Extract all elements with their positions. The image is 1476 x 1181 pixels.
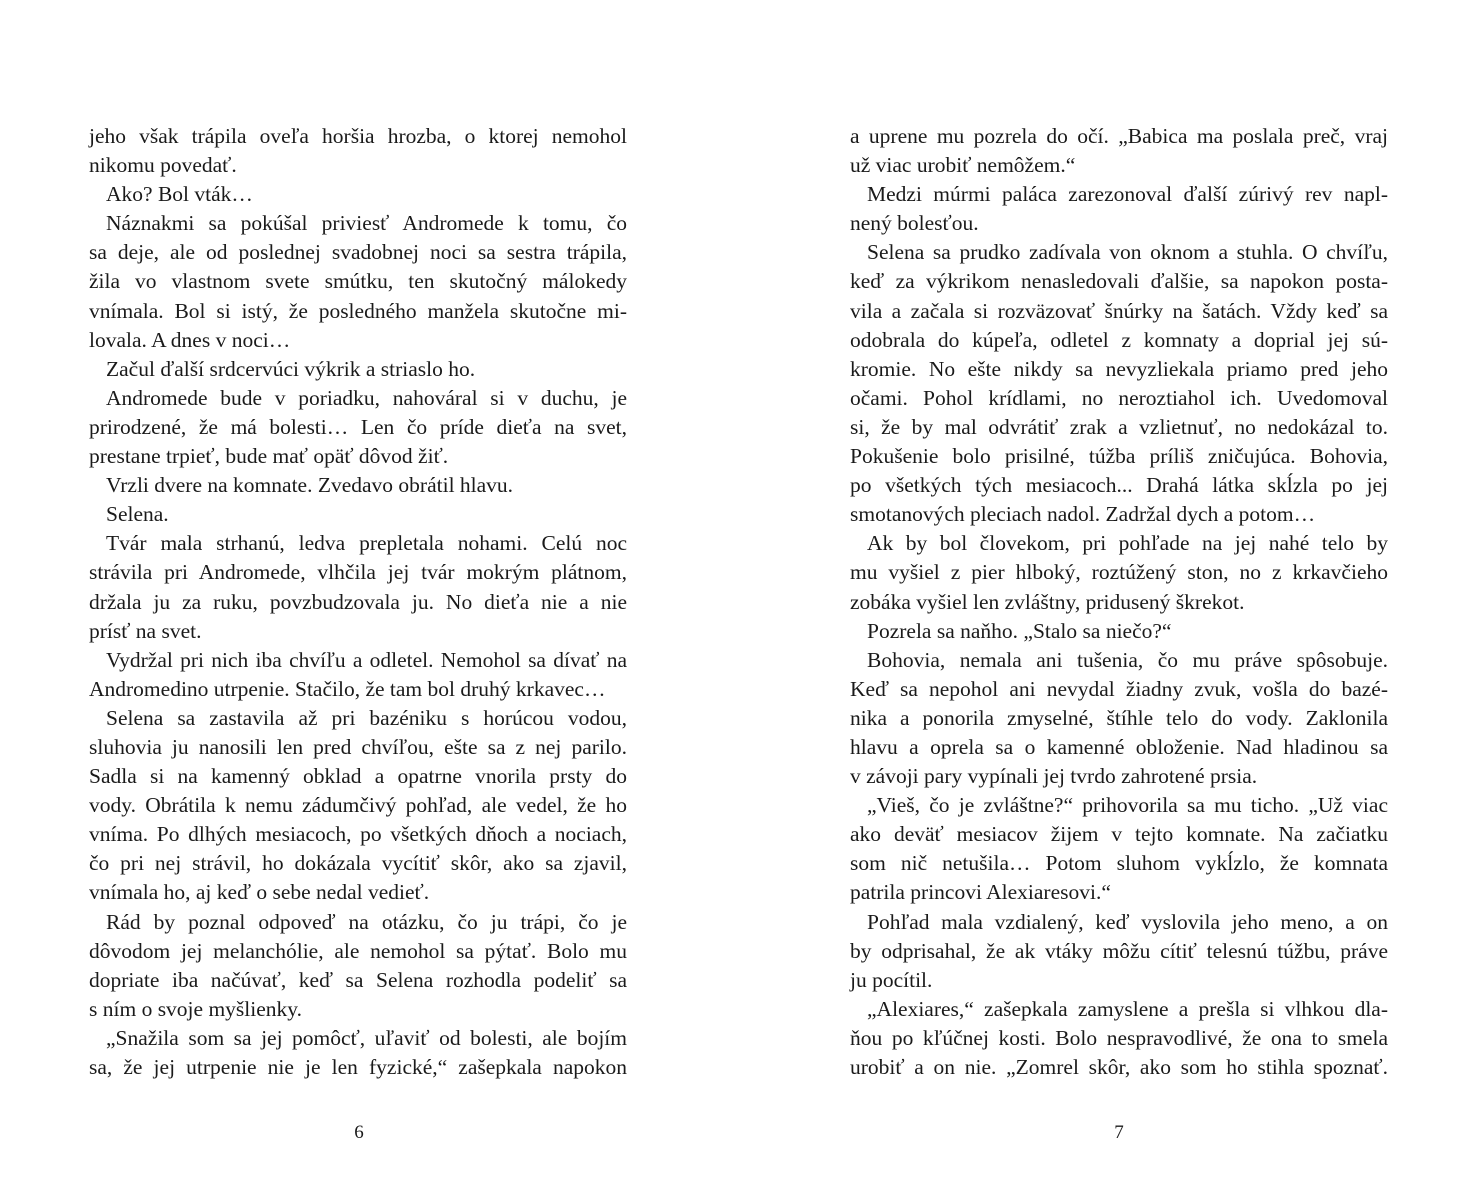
text-line: kromie. No ešte nikdy sa nevyzliekala priamo pred jeho	[850, 356, 1388, 381]
text-line: čo pri nej strávil, ho dokázala vycítiť skôr, ako sa zjavil,	[89, 851, 627, 876]
right-page-number: 7	[1114, 1122, 1124, 1143]
text-line: a uprene mu pozrela do očí. „Babica ma poslala preč, vraj	[850, 124, 1388, 148]
text-line: vila a začala si rozväzovať šnúrky na šatách. Vždy keď sa	[850, 298, 1388, 323]
text-line: by odprisahal, že ak vtáky môžu cítiť telesnú túžbu, práve	[850, 938, 1388, 963]
text-line: Rád by poznal odpoveď na otázku, čo ju trápi, čo je	[106, 909, 627, 934]
text-line: nikomu povedať.	[89, 153, 237, 178]
text-line: mu vyšiel z pier hlboký, roztúžený ston, no z krkavčieho	[850, 560, 1388, 585]
text-line: prestane trpieť, bude mať opäť dôvod žiť.	[89, 444, 449, 469]
text-line: „Alexiares,“ zašepkala zamyslene a prešla si vlhkou dla-	[867, 996, 1388, 1021]
text-line: Bohovia, nemala ani tušenia, čo mu práve spôsobuje.	[867, 647, 1388, 672]
text-line: si, že by mal odvrátiť zrak a vzlietnuť, no nedokázal to.	[850, 414, 1388, 439]
text-line: vníma. Po dlhých mesiacoch, po všetkých dňoch a nociach,	[89, 822, 627, 847]
text-line: lovala. A dnes v noci…	[89, 327, 291, 352]
text-line: Selena sa prudko zadívala von oknom a stuhla. O chvíľu,	[867, 240, 1388, 265]
text-line: dôvodom jej melanchólie, ale nemohol sa pýtať. Bolo mu	[89, 938, 627, 963]
text-line: vnímala ho, aj keď o sebe nedal vedieť.	[89, 880, 430, 905]
text-line: Sadla si na kamenný obklad a opatrne vnorila prsty do	[89, 764, 627, 789]
text-line: ako deväť mesiacov žijem v tejto komnate. Na začiatku	[850, 822, 1388, 847]
text-line: Selena sa zastavila až pri bazéniku s horúcou vodou,	[106, 705, 627, 730]
text-line: odobrala do kúpeľa, odletel z komnaty a doprial jej sú-	[850, 327, 1388, 352]
text-line: žila vo vlastnom svete smútku, ten skutočný málokedy	[89, 269, 627, 294]
text-line: držala ju za ruku, povzbudzovala ju. No dieťa nie a nie	[89, 589, 627, 614]
text-line: smotanových pleciach nadol. Zadržal dych a potom…	[850, 502, 1316, 527]
text-line: patrila princovi Alexiaresovi.“	[850, 880, 1111, 905]
text-line: Andromedino utrpenie. Stačilo, že tam bol druhý krkavec…	[89, 676, 606, 701]
text-line: urobiť a on nie. „Zomrel skôr, ako som ho stihla spoznať.	[850, 1055, 1388, 1079]
text-line: „Vieš, čo je zvláštne?“ prihovorila sa mu ticho. „Už viac	[867, 793, 1388, 818]
text-line: Keď sa nepohol ani nevydal žiadny zvuk, vošla do bazé-	[850, 676, 1388, 701]
text-line: v závoji pary vypínali jej tvrdo zahrotené prsia.	[850, 764, 1258, 789]
text-line: sluhovia ju nanosili len pred chvíľou, ešte sa z nej parilo.	[89, 734, 627, 759]
right-page-text	[850, 122, 1388, 1082]
text-line: nika a ponorila zmyselné, štíhle telo do vody. Zaklonila	[850, 705, 1388, 730]
text-line: Vydržal pri nich iba chvíľu a odletel. Nemohol sa dívať na	[106, 647, 627, 672]
text-line: po všetkých tých mesiacoch... Drahá látka skĺzla po jej	[850, 473, 1388, 498]
text-line: Ako? Bol vták…	[106, 182, 253, 207]
text-line: ňou po kľúčnej kosti. Bolo nespravodlivé, že ona to smela	[850, 1025, 1388, 1050]
text-line: Tvár mala strhanú, ledva prepletala nohami. Celú noc	[106, 531, 627, 556]
text-line: už viac urobiť nemôžem.“	[850, 153, 1076, 178]
text-line: Selena.	[106, 502, 169, 527]
text-line: som nič netušila… Potom sluhom vykĺzlo, že komnata	[850, 851, 1388, 876]
text-line: ju pocítil.	[850, 967, 933, 992]
text-line: Pokušenie bolo prisilné, túžba príliš zničujúca. Bohovia,	[850, 444, 1388, 469]
left-page-number: 6	[354, 1122, 364, 1143]
text-line: zobáka vyšiel len zvláštny, pridusený škrekot.	[850, 589, 1245, 614]
text-line: jeho však trápila oveľa horšia hrozba, o ktorej nemohol	[89, 124, 627, 148]
text-line: prísť na svet.	[89, 618, 202, 643]
text-line: vnímala. Bol si istý, že posledného manžela skutočne mi-	[89, 298, 627, 323]
text-line: očami. Pohol krídlami, no neroztiahol ich. Uvedomoval	[850, 385, 1388, 410]
text-line: Andromede bude v poriadku, nahováral si v duchu, je	[106, 385, 627, 410]
text-line: vody. Obrátila k nemu zádumčivý pohľad, ale vedel, že ho	[89, 793, 627, 818]
text-line: prirodzené, že má bolesti… Len čo príde dieťa na svet,	[89, 414, 627, 439]
text-line: „Snažila som sa jej pomôcť, uľaviť od bolesti, ale bojím	[106, 1025, 627, 1050]
text-line: strávila pri Andromede, vlhčila jej tvár mokrým plátnom,	[89, 560, 627, 585]
text-line: Začul ďalší srdcervúci výkrik a striaslo ho.	[106, 356, 476, 381]
text-line: Pozrela sa naňho. „Stalo sa niečo?“	[867, 618, 1172, 643]
text-line: dopriate iba načúvať, keď sa Selena rozhodla podeliť sa	[89, 967, 627, 992]
text-line: s ním o svoje myšlienky.	[89, 996, 303, 1021]
left-page-text	[89, 122, 627, 1082]
text-line: keď za výkrikom nenasledovali ďalšie, sa napokon posta-	[850, 269, 1388, 294]
text-line: sa deje, ale od poslednej svadobnej noci sa sestra trápila,	[89, 240, 627, 265]
text-line: Ak by bol človekom, pri pohľade na jej nahé telo by	[867, 531, 1388, 556]
text-line: Medzi múrmi paláca zarezonoval ďalší zúrivý rev napl-	[867, 182, 1388, 207]
text-line: hlavu a oprela sa o kamenné obloženie. Nad hladinou sa	[850, 734, 1388, 759]
text-line: Vrzli dvere na komnate. Zvedavo obrátil hlavu.	[106, 473, 514, 498]
text-line: sa, že jej utrpenie nie je len fyzické,“ zašepkala napokon	[89, 1055, 627, 1079]
text-line: nený bolesťou.	[850, 211, 979, 236]
text-line: Pohľad mala vzdialený, keď vyslovila jeho meno, a on	[867, 909, 1388, 934]
text-line: Náznakmi sa pokúšal priviesť Andromede k tomu, čo	[106, 211, 627, 236]
